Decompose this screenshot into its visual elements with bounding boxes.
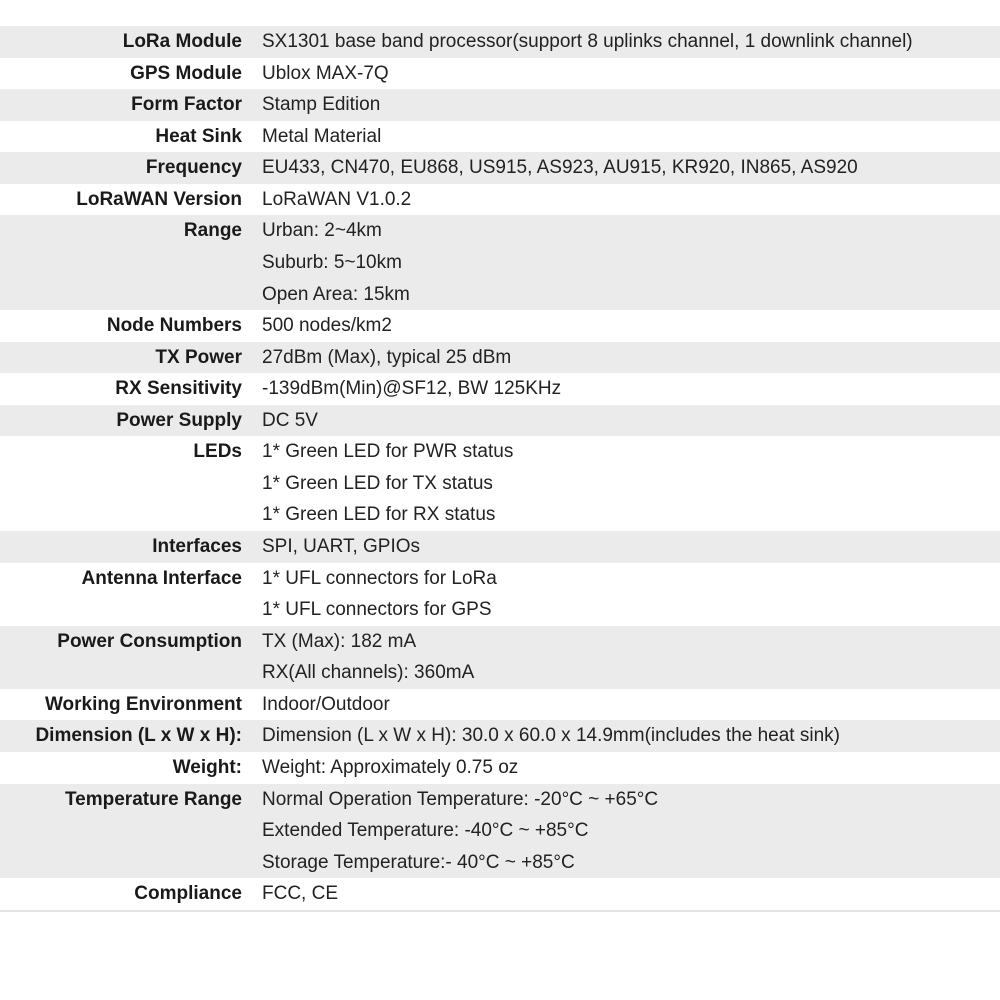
spec-values [242,720,840,752]
spec-label: LoRaWAN Version [76,188,242,210]
spec-row [0,405,1000,437]
spec-value: 27dBm (Max), typical 25 dBm [262,346,512,368]
spec-value: Ublox MAX-7Q [262,62,389,84]
spec-label: Node Numbers [106,315,242,337]
spec-value: 1* UFL connectors for GPS [262,599,492,621]
spec-row [0,878,1000,910]
spec-row [0,436,1000,531]
spec-row [0,720,1000,752]
spec-value: SX1301 base band processor(support 8 uplinks channel, 1 downlink channel) [262,31,913,52]
spec-label: Compliance [134,883,242,905]
spec-values [242,152,858,184]
spec-values [242,531,420,563]
spec-label: Power Supply [116,409,242,431]
spec-row [0,689,1000,721]
spec-value: -139dBm(Min)@SF12, BW 125KHz [262,378,562,400]
spec-label: Frequency [145,157,242,179]
spec-values [242,626,474,689]
spec-row [0,342,1000,374]
spec-row [0,121,1000,153]
spec-label: Heat Sink [155,125,242,147]
spec-row [0,310,1000,342]
spec-value: Suburb: 5~10km [262,251,402,273]
spec-value: DC 5V [262,409,318,431]
spec-values [242,58,389,90]
spec-values [242,784,658,879]
spec-value: FCC, CE [262,883,338,905]
spec-value: Urban: 2~4km [262,220,382,242]
spec-values [242,342,511,374]
spec-row [0,184,1000,216]
spec-values [242,215,410,310]
spec-value: Normal Operation Temperature: -20°C ~ +65°C [262,788,659,810]
spec-values [242,563,497,626]
spec-label: Form Factor [131,94,242,116]
spec-values [242,184,411,216]
spec-value: Storage Temperature:- 40°C ~ +85°C [262,851,575,873]
spec-values [242,121,381,153]
spec-table [0,26,1000,912]
spec-value: LoRaWAN V1.0.2 [262,188,412,210]
spec-value: 500 nodes/km2 [262,315,392,337]
spec-value: SPI, UART, GPIOs [262,536,421,557]
spec-row [0,626,1000,689]
spec-values [242,689,390,721]
spec-values [242,878,338,910]
spec-value: Extended Temperature: -40°C ~ +85°C [262,820,589,842]
spec-row [0,752,1000,784]
spec-value: Weight: Approximately 0.75 oz [262,756,519,778]
spec-row [0,152,1000,184]
spec-value: EU433, CN470, EU868, US915, AS923, AU915, KR920, IN865, AS920 [262,157,858,179]
spec-label: Interfaces [152,536,242,557]
spec-row [0,26,1000,58]
spec-value: 1* Green LED for RX status [262,504,496,526]
spec-label: Dimension (L x W x H): [35,725,242,747]
spec-values [242,89,380,121]
spec-values [242,405,318,437]
spec-value: Dimension (L x W x H): 30.0 x 60.0 x 14.9mm(includes the heat sink) [262,725,840,747]
spec-label: LEDs [193,441,242,463]
spec-row [0,215,1000,310]
spec-row [0,531,1000,563]
spec-value: 1* UFL connectors for LoRa [262,567,497,589]
spec-values [242,26,913,58]
spec-values [242,752,518,784]
spec-value: Open Area: 15km [262,283,410,305]
spec-values [242,310,392,342]
spec-row [0,373,1000,405]
spec-value: Metal Material [262,125,382,147]
spec-row [0,58,1000,90]
spec-label: TX Power [155,346,242,368]
spec-values [242,373,561,405]
spec-label: Power Consumption [57,630,242,652]
spec-label: Antenna Interface [81,567,242,589]
spec-row [0,89,1000,121]
spec-value: 1* Green LED for PWR status [262,441,514,463]
spec-label: GPS Module [130,62,242,84]
spec-row [0,563,1000,626]
spec-label: Temperature Range [64,788,242,810]
spec-label: RX Sensitivity [115,378,242,400]
spec-label: LoRa Module [122,31,242,52]
spec-values [242,436,513,531]
spec-value: TX (Max): 182 mA [262,630,417,652]
spec-value: 1* Green LED for TX status [262,472,493,494]
spec-label: Range [183,220,242,242]
spec-value: Stamp Edition [262,94,381,116]
spec-label: Weight: [172,756,242,778]
spec-value: Indoor/Outdoor [262,693,390,715]
spec-row [0,784,1000,879]
spec-value: RX(All channels): 360mA [262,662,475,684]
spec-label: Working Environment [44,693,242,715]
